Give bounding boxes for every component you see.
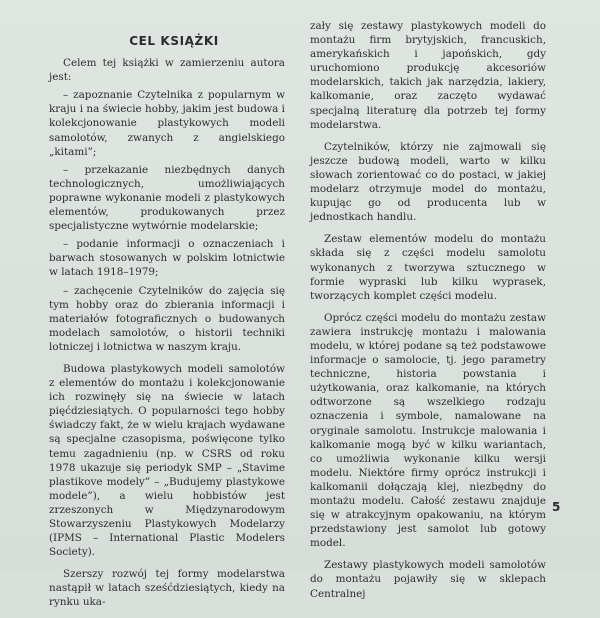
paragraph: Oprócz części modelu do montażu zestaw zawiera instrukcję montażu i malowania modelu, w której podane są też podstawowe informacje o samolocie, tj. jego parametry techniczne, historia powstania i użytkowania, oraz kalkomanie, na których odtworzone są wszelkiego rodzaju oznaczenia i symbole, namalowane na oryginale samolotu. Instrukcje malowania i kalkomanie mogą być w kilku wariantach, co umożliwia wykonanie kilku wersji modelu. Niektóre firmy oprócz instrukcji i kalkomanii dołączają klej, niezbędny do montażu modelu. Całość zestawu znajduje się w atrakcyjnym opakowaniu, na którym przedstawiony jest samolot lub gotowy model. [310, 311, 546, 550]
paragraph: Szerszy rozwój tej formy modelarstwa nastąpił w latach sześćdziesiątych, kiedy na rynku uka- [49, 568, 285, 609]
paragraph: Czytelników, którzy nie zajmowali się jeszcze budową modeli, warto w kilku słowach zorientować co do postaci, w jakiej modelarz otrzymuje model do montażu, kupując go od producenta lub w jednostkach handlu. [310, 140, 546, 224]
paragraph: – zapoznanie Czytelnika z popularnym w kraju i na świecie hobby, jakim jest budowa i kolekcjonowanie plastykowych modeli samolotów, zwanych z angielskiego „kitami”; [49, 89, 285, 158]
paragraph: – zachęcenie Czytelników do zajęcia się tym hobby oraz do zbierania informacji i materiałów fotograficznych o budowanych modelach samolotów, o historii techniki lotniczej i lotnictwa w naszym kraju. [49, 284, 285, 353]
chapter-heading: CEL KSIĄŻKI [129, 34, 219, 48]
paragraph: Zestawy plastykowych modeli samolotów do montażu pojawiły się w sklepach Centralnej [310, 559, 546, 600]
page-number: 5 [552, 500, 561, 514]
paragraph: zały się zestawy plastykowych modeli do montażu firm brytyjskich, francuskich, amerykańskich i japońskich, gdy uruchomiono produkcję akcesoriów modelarskich, takich jak narzędzia, lakiery, kalkomanie, oraz zaczęto wydawać specjalną literaturę dla potrzeb tej formy modelarstwa. [310, 20, 546, 131]
paragraph: Budowa plastykowych modeli samolotów z elementów do montażu i kolekcjonowanie ich rozwinęły się na świecie w latach pięćdziesiątych. O popularności tego hobby świadczy fakt, że w wielu krajach wydawane są specjalne czasopisma, poświęcone tylko temu zagadnieniu (np. w CSRS od roku 1978 ukazuje się periodyk SMP – „Stavime plastikove modely” – „Budujemy plastykowe modele”), a wielu hobbistów jest zrzeszonych w Międzynarodowym Stowarzyszeniu Plastykowych Modelarzy (IPMS – International Plastic Modelers Society). [49, 362, 285, 559]
paragraph: Zestaw elementów modelu do montażu składa się z części modelu samolotu wykonanych z tworzywa sztucznego w formie wypraski lub kilku wyprasek, tworzących komplet części modelu. [310, 233, 546, 302]
paragraph: – przekazanie niezbędnych danych technologicznych, umożliwiających poprawne wykonanie modeli z plastykowych elementów, produkowanych przez specjalistyczne wytwórnie modelarskie; [49, 163, 285, 233]
left-column [49, 34, 285, 618]
paragraph: Celem tej książki w zamierzeniu autora jest: [49, 57, 285, 84]
paragraph: – podanie informacji o oznaczeniach i barwach stosowanych w polskim lotnictwie w latach 1918–1979; [49, 238, 285, 279]
right-column [310, 19, 546, 609]
